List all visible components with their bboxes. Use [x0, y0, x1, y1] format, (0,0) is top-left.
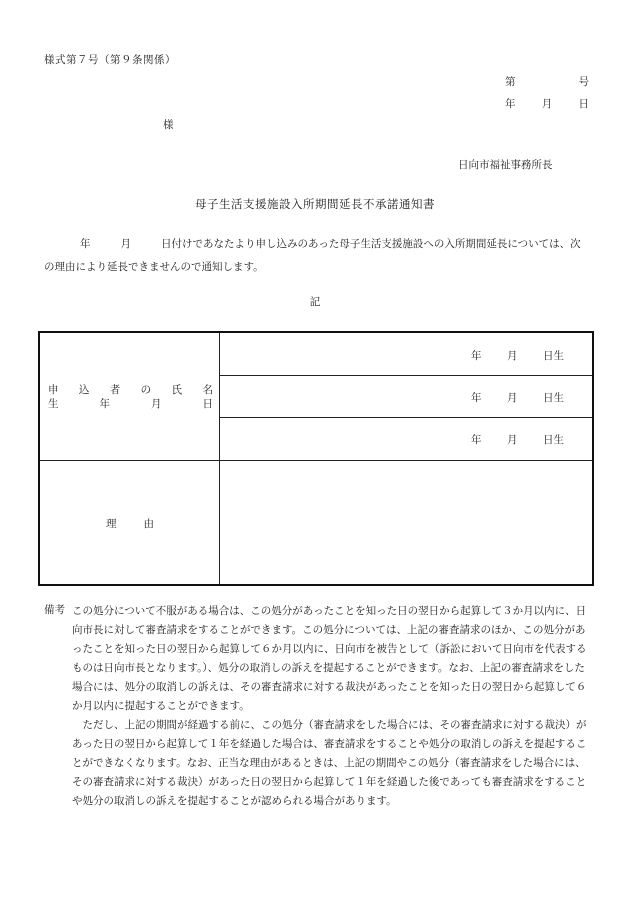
birthdate-row-3 — [471, 432, 564, 447]
issuer-name: 日向市福祉事務所長 — [458, 159, 553, 171]
intro-month: 月 — [120, 238, 131, 250]
label-char: 年 — [99, 398, 110, 410]
label-char: 申 — [48, 384, 59, 396]
birthdate-row-2 — [471, 390, 564, 405]
intro-year: 年 — [80, 238, 91, 250]
details-table — [38, 331, 594, 586]
birth-year: 年 — [471, 350, 482, 362]
birth-month: 月 — [507, 392, 518, 404]
label-char: 者 — [109, 384, 121, 396]
doc-number-prefix: 第 — [505, 76, 516, 88]
label-char: 月 — [151, 398, 162, 410]
birth-day: 日生 — [543, 350, 564, 362]
intro-paragraph — [44, 233, 589, 279]
label-char: 名 — [202, 384, 213, 396]
issue-date-year: 年 — [505, 98, 516, 110]
label-char: 理 — [106, 518, 117, 530]
table-column-divider — [219, 333, 220, 584]
issue-date-month: 月 — [541, 98, 553, 110]
label-char: の — [140, 384, 152, 396]
label-char: 由 — [143, 518, 154, 530]
birthdate-row-1 — [471, 348, 564, 363]
form-number: 様式第７号（第９条関係） — [44, 54, 176, 66]
reason-label — [106, 516, 154, 531]
label-char: 生 — [48, 398, 59, 410]
applicant-label-line1 — [48, 382, 213, 397]
birth-day: 日生 — [543, 392, 564, 404]
label-char: 日 — [202, 398, 213, 410]
ki-heading: 記 — [309, 296, 321, 308]
table-row-divider — [219, 417, 592, 418]
birth-day: 日生 — [543, 434, 564, 446]
birth-month: 月 — [507, 434, 518, 446]
issue-date-day: 日 — [578, 98, 589, 110]
label-char: 氏 — [171, 384, 183, 396]
label-char: 込 — [78, 384, 90, 396]
document-number-line — [505, 74, 589, 89]
remarks-paragraph-2: ただし、上記の期間が経過する前に、この処分（審査請求をした場合には、その審査請求に対する裁決）があった日の翌日から起算して１年を経過した場合は、審査請求をすることや処分の取消しの訴えを提起することができなくなります。なお、正当な理由があるときは、上記の期間やこの処分（審査請求をした場合には、その審査請求に対する裁決）があった日の翌日から起算して１年を経過した後であっても審査請求をすることや処分の取消しの訴えを提起することが認められる場合があります。 — [72, 719, 587, 807]
table-row-divider — [219, 375, 592, 376]
applicant-label-line2 — [48, 396, 213, 411]
remarks-body — [72, 602, 592, 811]
issue-date-line — [505, 96, 589, 111]
remarks-paragraph-1: この処分について不服がある場合は、この処分があったことを知った日の翌日から起算して３か月以内に、日向市長に対して審査請求をすることができます。この処分については、上記の審査請求のほか、この処分があったことを知った日の翌日から起算して６か月以内に、日向市を被告として（訴訟において日向市を代表するものは日向市長となります。）、処分の取消しの訴えを提起することができます。なお、上記の審査請求をした場合には、処分の取消しの訴えは、その審査請求に対する裁決があったことを知った日の翌日から起算して６か月以内に提起することができます。 — [72, 605, 587, 712]
document-title: 母子生活支援施設入所期間延長不承諾通知書 — [195, 197, 435, 211]
birth-year: 年 — [471, 392, 482, 404]
birth-month: 月 — [507, 350, 518, 362]
doc-number-suffix: 号 — [578, 76, 589, 88]
intro-text: 日付けであなたより申し込みのあった母子生活支援施設への入所期間延長については、次の理由により延長できませんので通知します。 — [44, 238, 581, 273]
birth-year: 年 — [471, 434, 482, 446]
recipient-suffix: 様 — [163, 119, 174, 131]
remarks-heading: 備考 — [44, 604, 65, 616]
table-section-divider — [40, 460, 592, 461]
